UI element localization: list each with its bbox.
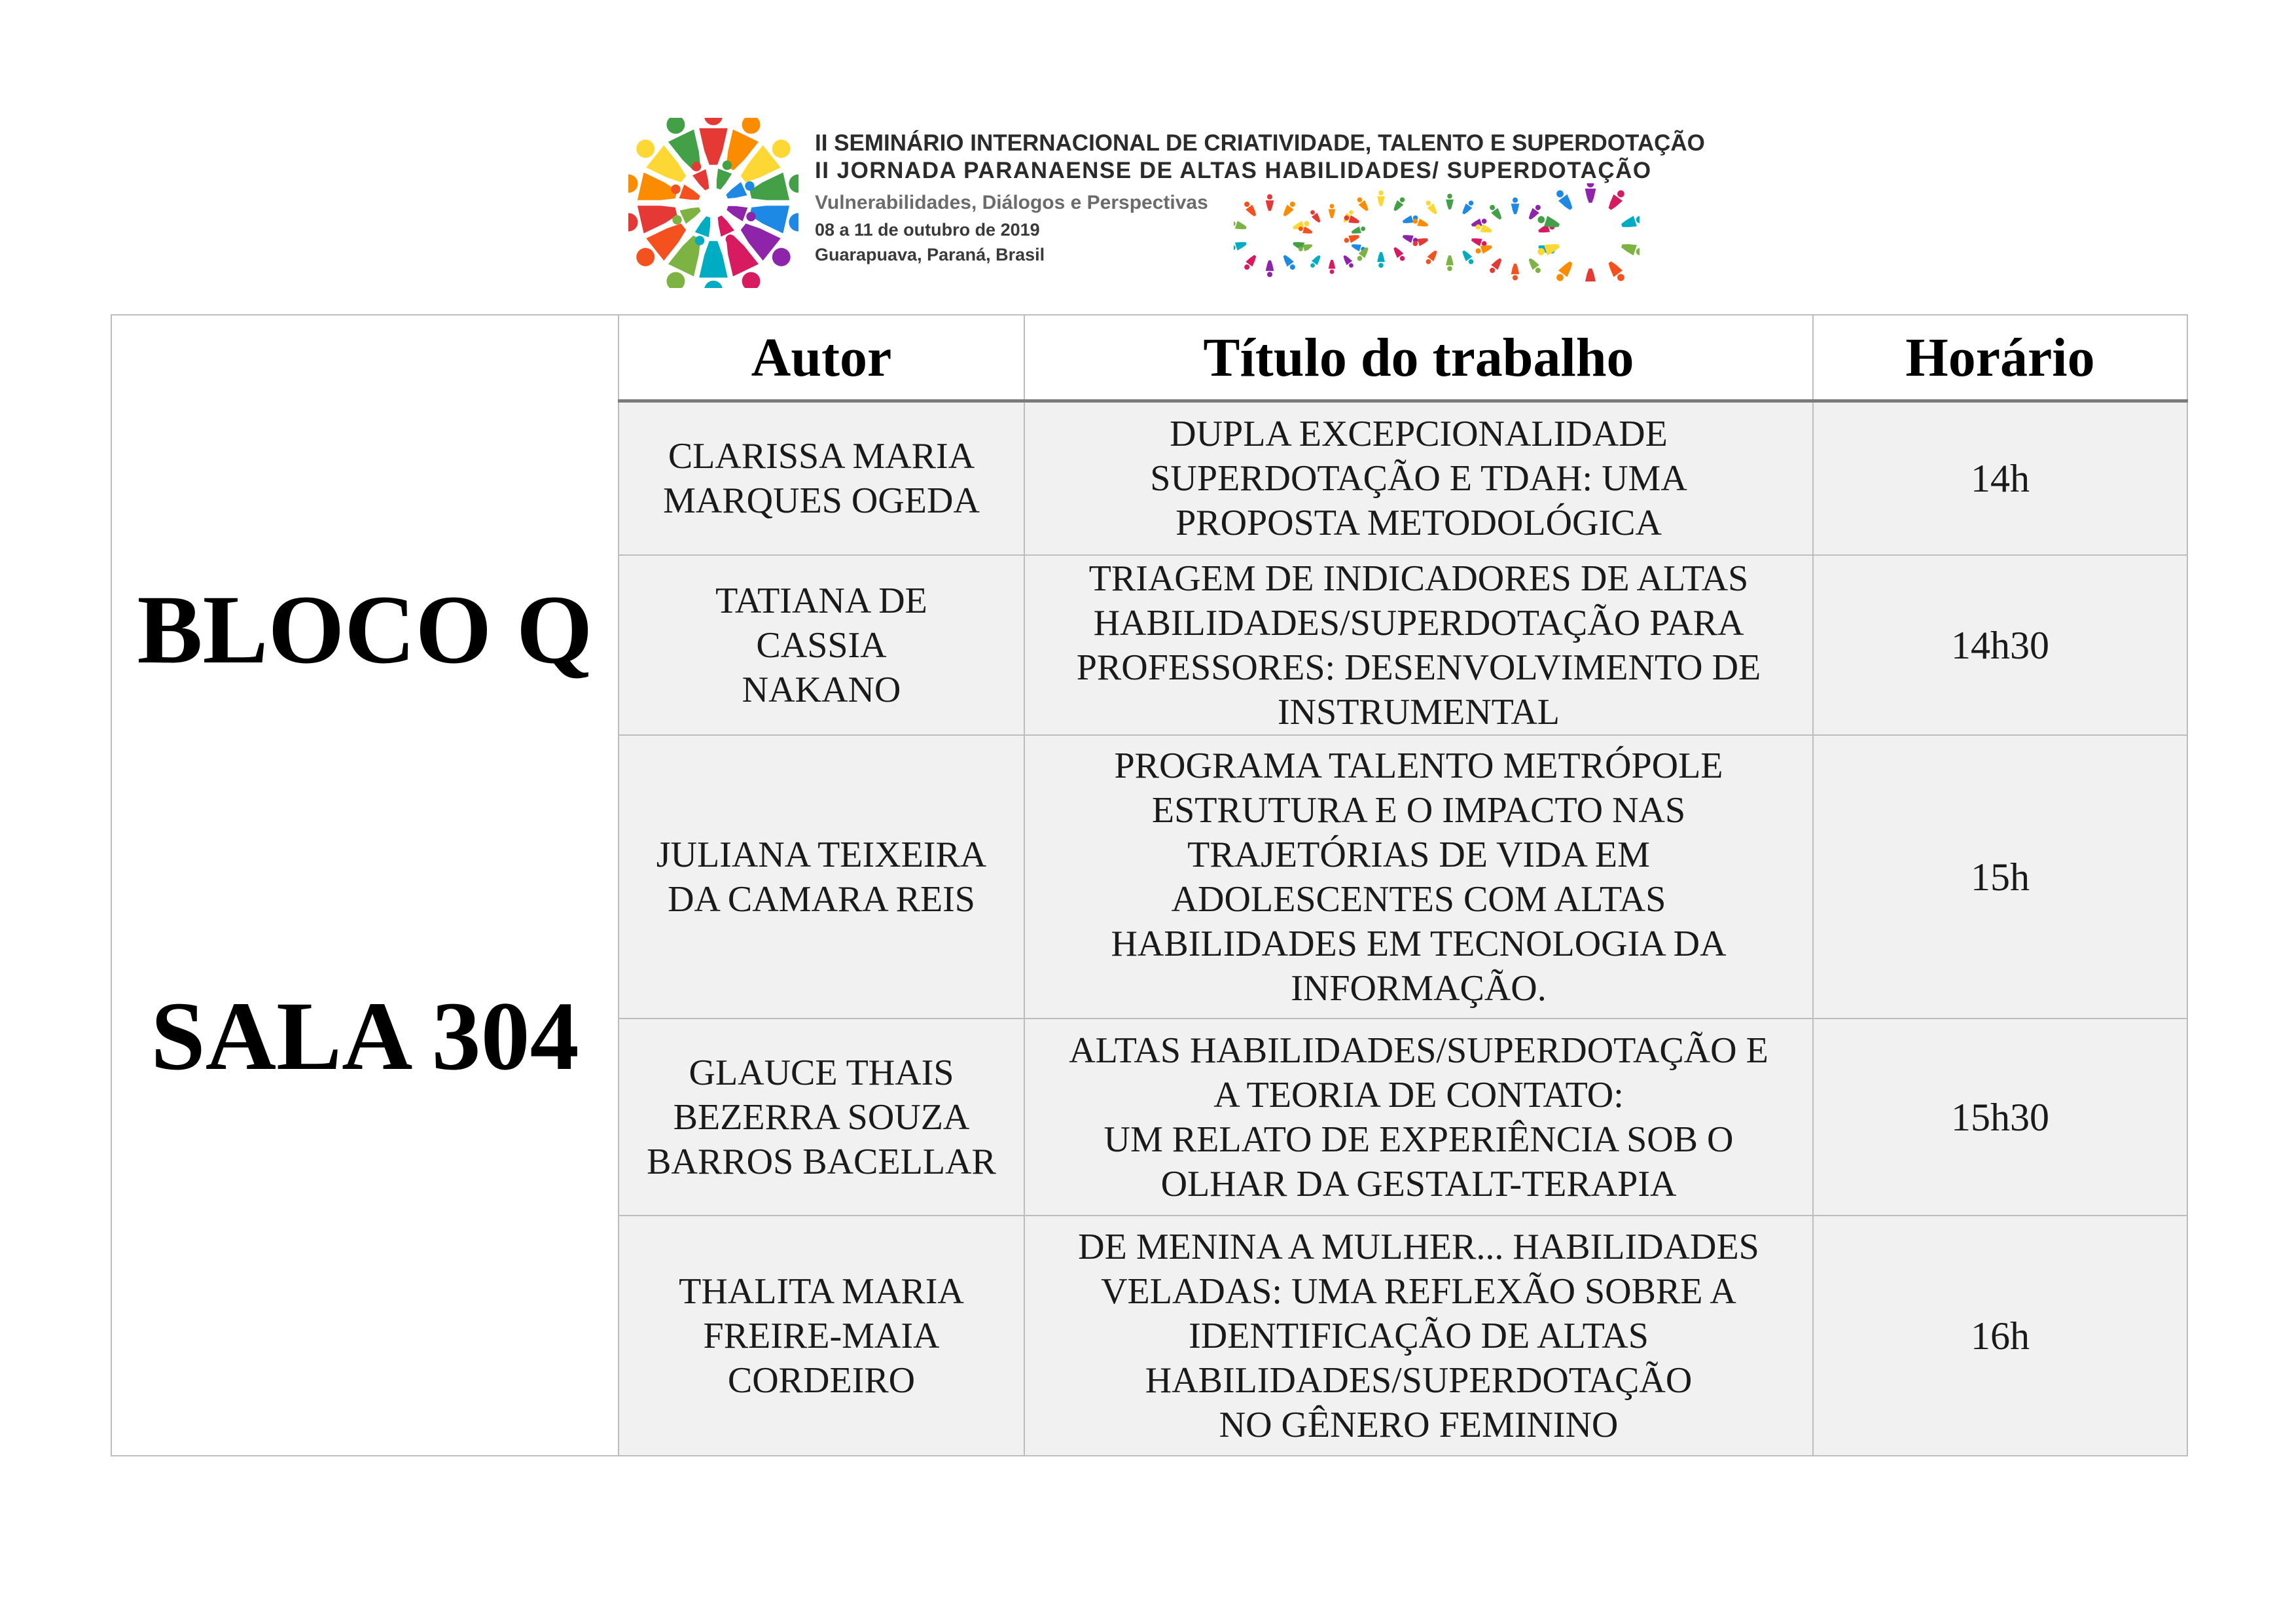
venue-block: BLOCO Q	[137, 575, 593, 685]
author-cell: JULIANA TEIXEIRA DA CAMARA REIS	[619, 735, 1024, 1019]
banner-place: Guarapuava, Paraná, Brasil	[815, 245, 1045, 264]
header-time: Horário	[1813, 315, 2187, 401]
author-cell: TATIANA DE CASSIA NAKANO	[619, 555, 1024, 735]
colorful-people-circle-logo-icon	[628, 118, 798, 288]
header-title: Título do trabalho	[1024, 315, 1813, 401]
schedule-table	[111, 314, 2187, 1456]
banner-dates: 08 a 11 de outubro de 2019	[815, 220, 1040, 240]
venue-room: SALA 304	[151, 981, 579, 1091]
decorative-people-clusters-icon	[1234, 183, 1640, 281]
title-cell: DUPLA EXCEPCIONALIDADE SUPERDOTAÇÃO E TDAH: UMA PROPOSTA METODOLÓGICA	[1024, 401, 1813, 556]
title-cell: ALTAS HABILIDADES/SUPERDOTAÇÃO E A TEORIA DE CONTATO: UM RELATO DE EXPERIÊNCIA SOB O OLHAR DA GESTALT-TERAPIA	[1024, 1019, 1813, 1216]
time-cell: 16h	[1813, 1216, 2187, 1456]
time-cell: 14h	[1813, 401, 2187, 556]
title-cell: DE MENINA A MULHER... HABILIDADES VELADAS: UMA REFLEXÃO SOBRE A IDENTIFICAÇÃO DE ALTAS HABILIDADES/SUPERDOTAÇÃO NO GÊNERO FEMININO	[1024, 1216, 1813, 1456]
banner-title-line1: II SEMINÁRIO INTERNACIONAL DE CRIATIVIDADE, TALENTO E SUPERDOTAÇÃO	[815, 130, 1705, 156]
venue-cell	[111, 315, 619, 1456]
header-author: Autor	[619, 315, 1024, 401]
time-cell: 14h30	[1813, 555, 2187, 735]
table-header-row	[111, 315, 2187, 401]
time-cell: 15h	[1813, 735, 2187, 1019]
event-banner	[628, 118, 1705, 288]
title-cell: PROGRAMA TALENTO METRÓPOLE ESTRUTURA E O IMPACTO NAS TRAJETÓRIAS DE VIDA EM ADOLESCENTES COM ALTAS HABILIDADES EM TECNOLOGIA DA INFORMAÇÃO.	[1024, 735, 1813, 1019]
banner-title-line2: II JORNADA PARANAENSE DE ALTAS HABILIDADES/ SUPERDOTAÇÃO	[815, 158, 1652, 183]
author-cell: CLARISSA MARIA MARQUES OGEDA	[619, 401, 1024, 556]
time-cell: 15h30	[1813, 1019, 2187, 1216]
banner-subtitle: Vulnerabilidades, Diálogos e Perspectivas	[815, 192, 1208, 213]
author-cell: THALITA MARIA FREIRE-MAIA CORDEIRO	[619, 1216, 1024, 1456]
author-cell: GLAUCE THAIS BEZERRA SOUZA BARROS BACELLAR	[619, 1019, 1024, 1216]
title-cell: TRIAGEM DE INDICADORES DE ALTAS HABILIDADES/SUPERDOTAÇÃO PARA PROFESSORES: DESENVOLVIMENTO DE INSTRUMENTAL	[1024, 555, 1813, 735]
